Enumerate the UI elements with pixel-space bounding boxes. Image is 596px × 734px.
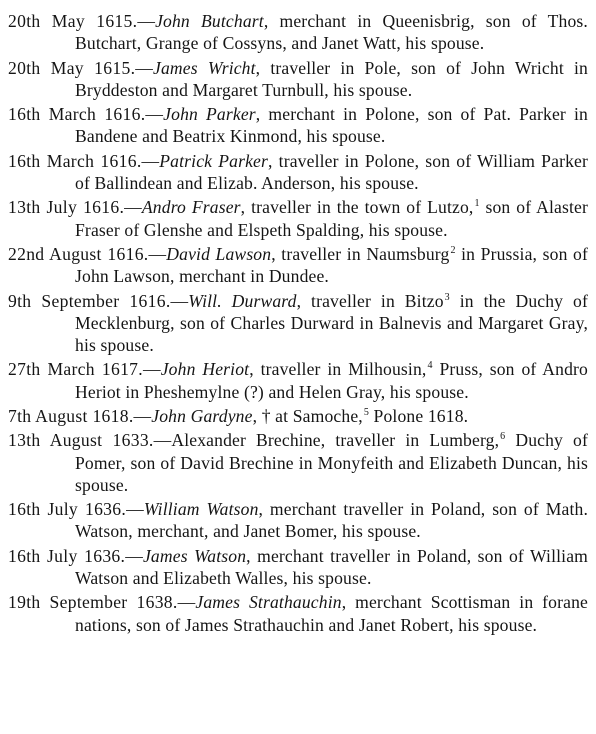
entry-text: , merchant traveller in Poland, son of William Watson and Elizabeth Walles, his spouse.: [75, 545, 589, 588]
entry-dash: —: [133, 405, 152, 426]
entry-dash: —: [135, 57, 154, 78]
entry-text: Alexander Brechine, traveller in Lumberg,: [171, 430, 500, 451]
entry-name: Andro Fraser: [141, 197, 241, 218]
entry-text: , † at Samoche,: [252, 405, 363, 426]
entry-text: , merchant Scottisman in forane nations, son of James Strathauchin and Janet Robert, his spouse.: [75, 592, 588, 635]
entry-date: 19th September 1638.: [8, 592, 178, 613]
entry-dash: —: [153, 430, 172, 451]
entry-text: , merchant traveller in Poland, son of Math. Watson, merchant, and Janet Bomer, his spouse.: [75, 499, 588, 542]
entry-dash: —: [125, 545, 143, 566]
entry-name: David Lawson: [166, 243, 272, 264]
entry-date: 22nd August 1616.: [8, 243, 149, 264]
entry-name: Patrick Parker: [159, 150, 268, 171]
entry: [8, 150, 588, 194]
entry-dash: —: [142, 359, 161, 380]
entry: [8, 10, 588, 54]
entry-name: John Gardyne: [151, 405, 253, 426]
entry-name: James Watson: [142, 545, 247, 566]
entry: [8, 196, 588, 240]
entry: [8, 498, 588, 542]
footnote-marker: 5: [363, 406, 369, 418]
entry-name: John Butchart: [155, 11, 264, 31]
entry-name: James Wricht: [153, 57, 256, 78]
footnote-marker: 1: [474, 198, 480, 210]
entry-dash: —: [137, 11, 156, 31]
entry-name: James Strathauchin: [195, 592, 342, 613]
footnote-marker: 2: [450, 244, 456, 256]
entry-text-continued: Polone 1618.: [368, 405, 469, 426]
footnote-marker: 4: [427, 360, 433, 372]
entry-dash: —: [124, 197, 142, 218]
entry-date: 16th July 1636.: [8, 499, 127, 520]
entry: [8, 103, 588, 147]
footnote-marker: 6: [500, 431, 506, 443]
entry-text: , traveller in Bitzo: [296, 290, 444, 311]
entry-date: 27th March 1617.: [8, 359, 143, 380]
entry-date: 13th August 1633.: [8, 430, 154, 451]
entry-text-continued: son of Alaster Fraser of Glenshe and Elspeth Spalding, his spouse.: [75, 197, 588, 240]
entry-date: 16th March 1616.: [8, 150, 142, 171]
entry-dash: —: [141, 150, 160, 171]
entry-date: 9th September 1616.: [8, 290, 171, 311]
entry-text-continued: in Prussia, son of John Lawson, merchant in Dundee.: [75, 243, 589, 287]
entry-text-continued: Duchy of Pomer, son of David Brechine in Monyfeith and Elizabeth Duncan, his spouse.: [75, 430, 588, 495]
entry-name: John Heriot: [160, 359, 250, 380]
entry-date: 7th August 1618.: [8, 405, 134, 426]
entry-dash: —: [126, 499, 144, 520]
entry-text: , merchant in Queenisbrig, son of Thos. Butchart, Grange of Cossyns, and Janet Watt, his spouse.: [75, 11, 588, 54]
entry-text: , traveller in the town of Lutzo,: [240, 197, 474, 218]
entry-date: 20th May 1615.: [8, 11, 138, 31]
entry-text: , traveller in Pole, son of John Wricht in Bryddeston and Margaret Turnbull, his spouse.: [75, 57, 588, 100]
entry-date: 16th July 1636.: [8, 545, 126, 566]
entry-dash: —: [148, 243, 167, 264]
footnote-marker: 3: [444, 291, 450, 303]
entry-name: Will. Durward: [188, 290, 297, 311]
entry: [8, 405, 588, 427]
entry-dash: —: [177, 592, 196, 613]
entry-dash: —: [170, 290, 189, 311]
entry: [8, 545, 588, 589]
entry-name: William Watson: [143, 499, 259, 520]
entry-text: , traveller in Milhousin,: [249, 359, 427, 380]
entry-text: , traveller in Naumsburg: [271, 243, 450, 264]
entry-name: John Parker: [163, 104, 256, 125]
entry: [8, 57, 588, 101]
entry-date: 20th May 1615.: [8, 57, 136, 78]
entry: [8, 591, 588, 635]
entry: [8, 243, 588, 287]
entry-text-continued: Pruss, son of Andro Heriot in Pheshemylne (?) and Helen Gray, his spouse.: [75, 359, 588, 402]
entry-text-continued: in the Duchy of Mecklenburg, son of Charles Durward in Balnevis and Margaret Gray, his spouse.: [75, 290, 588, 355]
entry-date: 13th July 1616.: [8, 197, 125, 218]
entry-date: 16th March 1616.: [8, 104, 146, 125]
entry: [8, 290, 588, 357]
entry-dash: —: [145, 104, 164, 125]
entry-text: , traveller in Polone, son of William Parker of Ballindean and Elizab. Anderson, his spouse.: [75, 150, 588, 193]
entry: [8, 358, 588, 402]
entry: [8, 429, 588, 496]
entry-text: , merchant in Polone, son of Pat. Parker in Bandene and Beatrix Kinmond, his spouse.: [75, 104, 588, 147]
